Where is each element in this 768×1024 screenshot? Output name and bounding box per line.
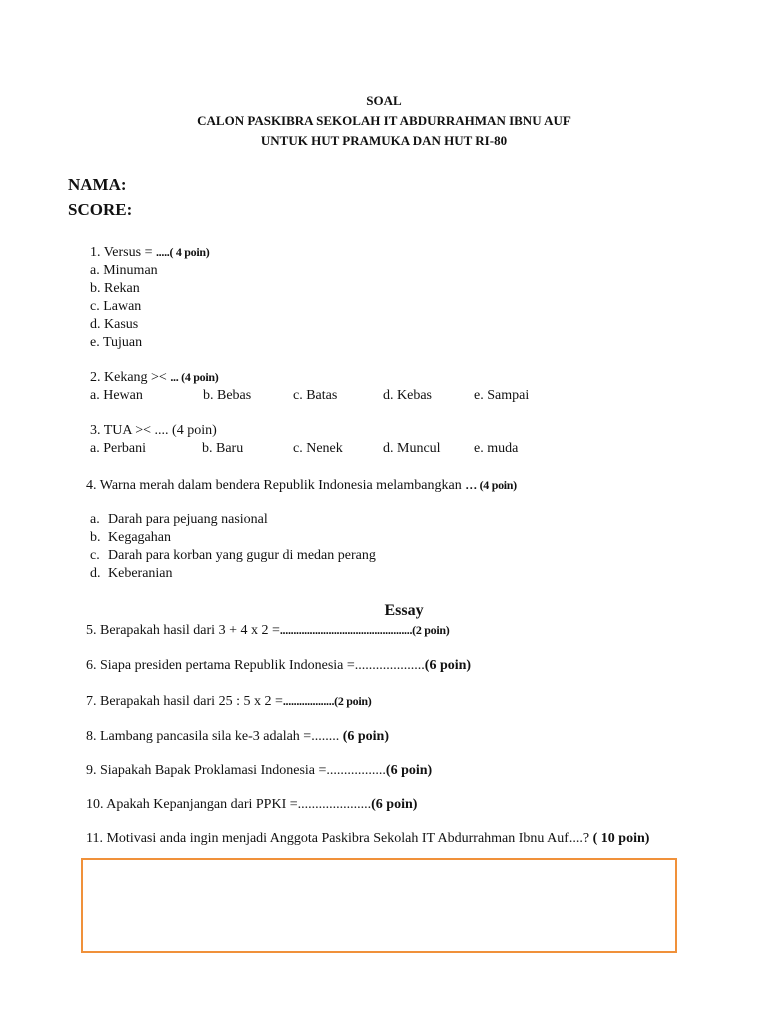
q2-option-c: c. Batas [293,388,338,403]
q2-option-e: e. Sampai [474,388,530,403]
essay-heading: Essay [384,602,424,619]
score-label: SCORE: [68,200,133,219]
q2-option-b: b. Bebas [203,388,252,403]
option-label: Darah para korban yang gugur di medan perang [108,548,376,563]
question-2-points: ... (4 poin) [170,370,219,384]
name-label: NAMA: [68,175,127,194]
q2-option-a: a. Hewan [90,388,143,403]
question-2 [90,370,218,386]
q1-option-c: c. Lawan [90,299,142,314]
question-11 [86,831,649,847]
question-5-points: .................................................(2 poin) [279,623,450,637]
doc-title: SOAL [366,93,402,108]
question-6-points: (6 poin) [424,658,472,673]
question-8-text: 8. Lambang pancasila sila ke-3 adalah =........ [86,729,343,744]
question-6-text: 6. Siapa presiden pertama Republik Indonesia =.................... [86,658,425,673]
question-4 [86,478,517,494]
doc-subtitle-2: UNTUK HUT PRAMUKA DAN HUT RI-80 [260,133,508,148]
q3-option-b: b. Baru [202,441,244,456]
question-10-text: 10. Apakah Kepanjangan dari PPKI =..................... [86,797,372,812]
question-5 [86,623,449,639]
question-11-points: ( 10 poin) [592,831,650,846]
q4-option-d [90,566,173,582]
question-4-text: 4. Warna merah dalam bendera Republik Indonesia melambangkan [86,478,466,493]
q1-option-e: e. Tujuan [90,335,143,350]
question-1-points: .....( 4 poin) [155,245,210,259]
question-9 [86,763,432,779]
question-8-points: (6 poin) [342,729,389,744]
option-letter: b. [90,530,101,545]
question-9-text: 9. Siapakah Bapak Proklamasi Indonesia =................. [86,763,386,778]
option-label: Keberanian [108,566,173,581]
q3-option-a: a. Perbani [90,441,146,456]
question-3: 3. TUA >< .... (4 poin) [90,423,217,438]
q1-option-d: d. Kasus [90,317,139,332]
question-11-text: 11. Motivasi anda ingin menjadi Anggota Paskibra Sekolah IT Abdurrahman Ibnu Auf....? [86,831,593,846]
option-letter: a. [90,512,100,527]
question-1 [90,245,209,261]
question-4-points: … (4 poin) [465,478,517,492]
option-label: Kegagahan [108,530,171,545]
q1-option-b: b. Rekan [90,281,140,296]
option-letter: d. [90,566,101,581]
question-9-points: (6 poin) [385,763,433,778]
option-label: Darah para pejuang nasional [108,512,268,527]
question-7 [86,694,371,710]
question-8 [86,729,389,745]
question-10-points: (6 poin) [371,797,418,812]
q4-option-c [90,548,376,564]
question-7-text: 7. Berapakah hasil dari 25 : 5 x 2 = [86,694,283,709]
question-7-points: ...................(2 poin) [282,694,372,708]
q4-option-b [90,530,171,546]
q3-option-c: c. Nenek [293,441,343,456]
q3-option-e: e. muda [474,441,519,456]
q1-option-a: a. Minuman [90,263,158,278]
question-5-text: 5. Berapakah hasil dari 3 + 4 x 2 = [86,623,280,638]
q4-option-a [90,512,268,528]
answer-box[interactable] [81,858,677,953]
question-6 [86,658,471,674]
question-1-text: 1. Versus = [90,245,156,260]
question-10 [86,797,417,813]
q2-option-d: d. Kebas [383,388,432,403]
doc-subtitle: CALON PASKIBRA SEKOLAH IT ABDURRAHMAN IBNU AUF [197,113,571,128]
question-2-text: 2. Kekang >< [90,370,171,385]
q3-option-d: d. Muncul [383,441,441,456]
option-letter: c. [90,548,100,563]
